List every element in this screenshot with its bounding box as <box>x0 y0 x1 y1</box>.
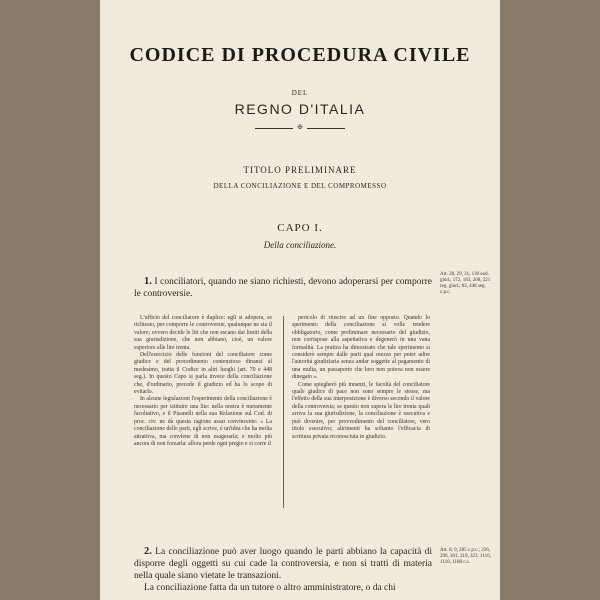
commentary-paragraph: Dell'esercizio delle funzioni del conciliatore come giudice e del procedimento contenzioso dinanzi al medesimo, tratta il Codice in altri luoghi (art. 70 e 448 seg.). In questo Capo si parla invece della conciliazione che, d'ordinario, precede il giudizio ed ha lo scopo di evitarlo. <box>134 352 272 396</box>
article-2 <box>134 546 432 582</box>
commentary-paragraph: In alcune legislazioni l'esperimento della conciliazione è necessario per istituire una lite: nella nostra è meramente facoltativo, e il Pisanelli nella sua Relazione sul Cod. di proc. civ. ne dà questa ragione assai convincente: « La conciliazione delle parti, egli scrive, è un'idea che ha molta attrattiva, ma conviene di non esagerarla; e molto più ancora di non forzarla: allora perde ogni pregio e si corre il <box>134 396 272 447</box>
article-1-text: I conciliatori, quando ne siano richiesti, devono adoperarsi per comporre le controversie. <box>134 277 432 299</box>
page-title: CODICE DI PROCEDURA CIVILE <box>129 44 471 66</box>
article-1 <box>134 276 432 300</box>
titolo-subheading: DELLA CONCILIAZIONE E DEL COMPROMESSO <box>213 182 387 190</box>
ornament-line-left <box>255 128 293 129</box>
book-page <box>100 0 500 600</box>
article-2-text: La conciliazione può aver luogo quando le parti abbiano la capacità di disporre degli oggetti su cui cade la controversia, e non si tratti di materia nella quale siano vietate le transazioni. <box>134 547 432 581</box>
article-2-continuation: La conciliazione fatta da un tutore o altro amministratore, o da chi <box>144 583 396 593</box>
commentary-paragraph: pericolo di riuscire ad un fine opposto. Quando lo sperimento della conciliazione si volle rendere obbligatorio, come preliminare necessario del giudizio, non corrispose alla aspettativa e degenerò in una vana formalità. La pratica ha dimostrato che tale sperimento si considerò sempre dalle parti qual mezzo per poter adire l'autorità giudiziaria senza andar soggette al pagamento di una multa, un passaporto che loro non poteva non essere dinegato ». <box>292 315 430 381</box>
article-2-number: 2. <box>144 546 152 557</box>
article-1-margin-note: Art. 28, 29, 31, 130 eod. giud.; 172, 183, 208, 221 reg. giud.; 83, 448 seg. c.p.c. <box>440 272 491 295</box>
capo-heading: CAPO I. <box>277 222 323 234</box>
commentary-right-column <box>292 315 430 441</box>
commentary-left-column <box>134 315 272 448</box>
ornament-divider <box>255 125 345 131</box>
column-divider <box>283 316 284 508</box>
ornament-cross-icon: ✠ <box>297 125 303 131</box>
commentary-paragraph: L'ufficio del conciliatore è duplice: egli si adopera, se richiesto, per comporre le controversie, qualunque ne sia il valore; ovvero decide le liti che non escano dai limiti della sua giurisdizione, che non abbiano, cioè, un valore superiore alle lire trenta. <box>134 315 272 351</box>
ornament-line-right <box>307 128 345 129</box>
commentary-paragraph: Come spiegherò più innanzi, le facoltà del conciliatore quale giudice di pace non sono sempre le stesse, ma l'effetto della sua interposizione è diverso secondo il valore della controversia; se questo non supera le lire trenta quali arriva la sua giurisdizione, la conciliazione è esecutiva e può divenire, per provvedimento del conciliatore, vero titolo esecutivo; altrimenti ha soltanto l'efficacia di scrittura privata riconosciuta in giudizio. <box>292 381 430 440</box>
article-1-number: 1. <box>144 276 152 287</box>
article-2-margin-note: Art. 8, 9, 285 c.p.c.; 226, 296, 301, 319, 323, 1116, 1110, 1188 c.c. <box>440 548 491 565</box>
capo-subheading: Della conciliazione. <box>263 240 337 250</box>
title-regno: REGNO D'ITALIA <box>234 101 366 117</box>
title-del: DEL <box>291 89 309 97</box>
titolo-heading: TITOLO PRELIMINARE <box>243 165 357 175</box>
